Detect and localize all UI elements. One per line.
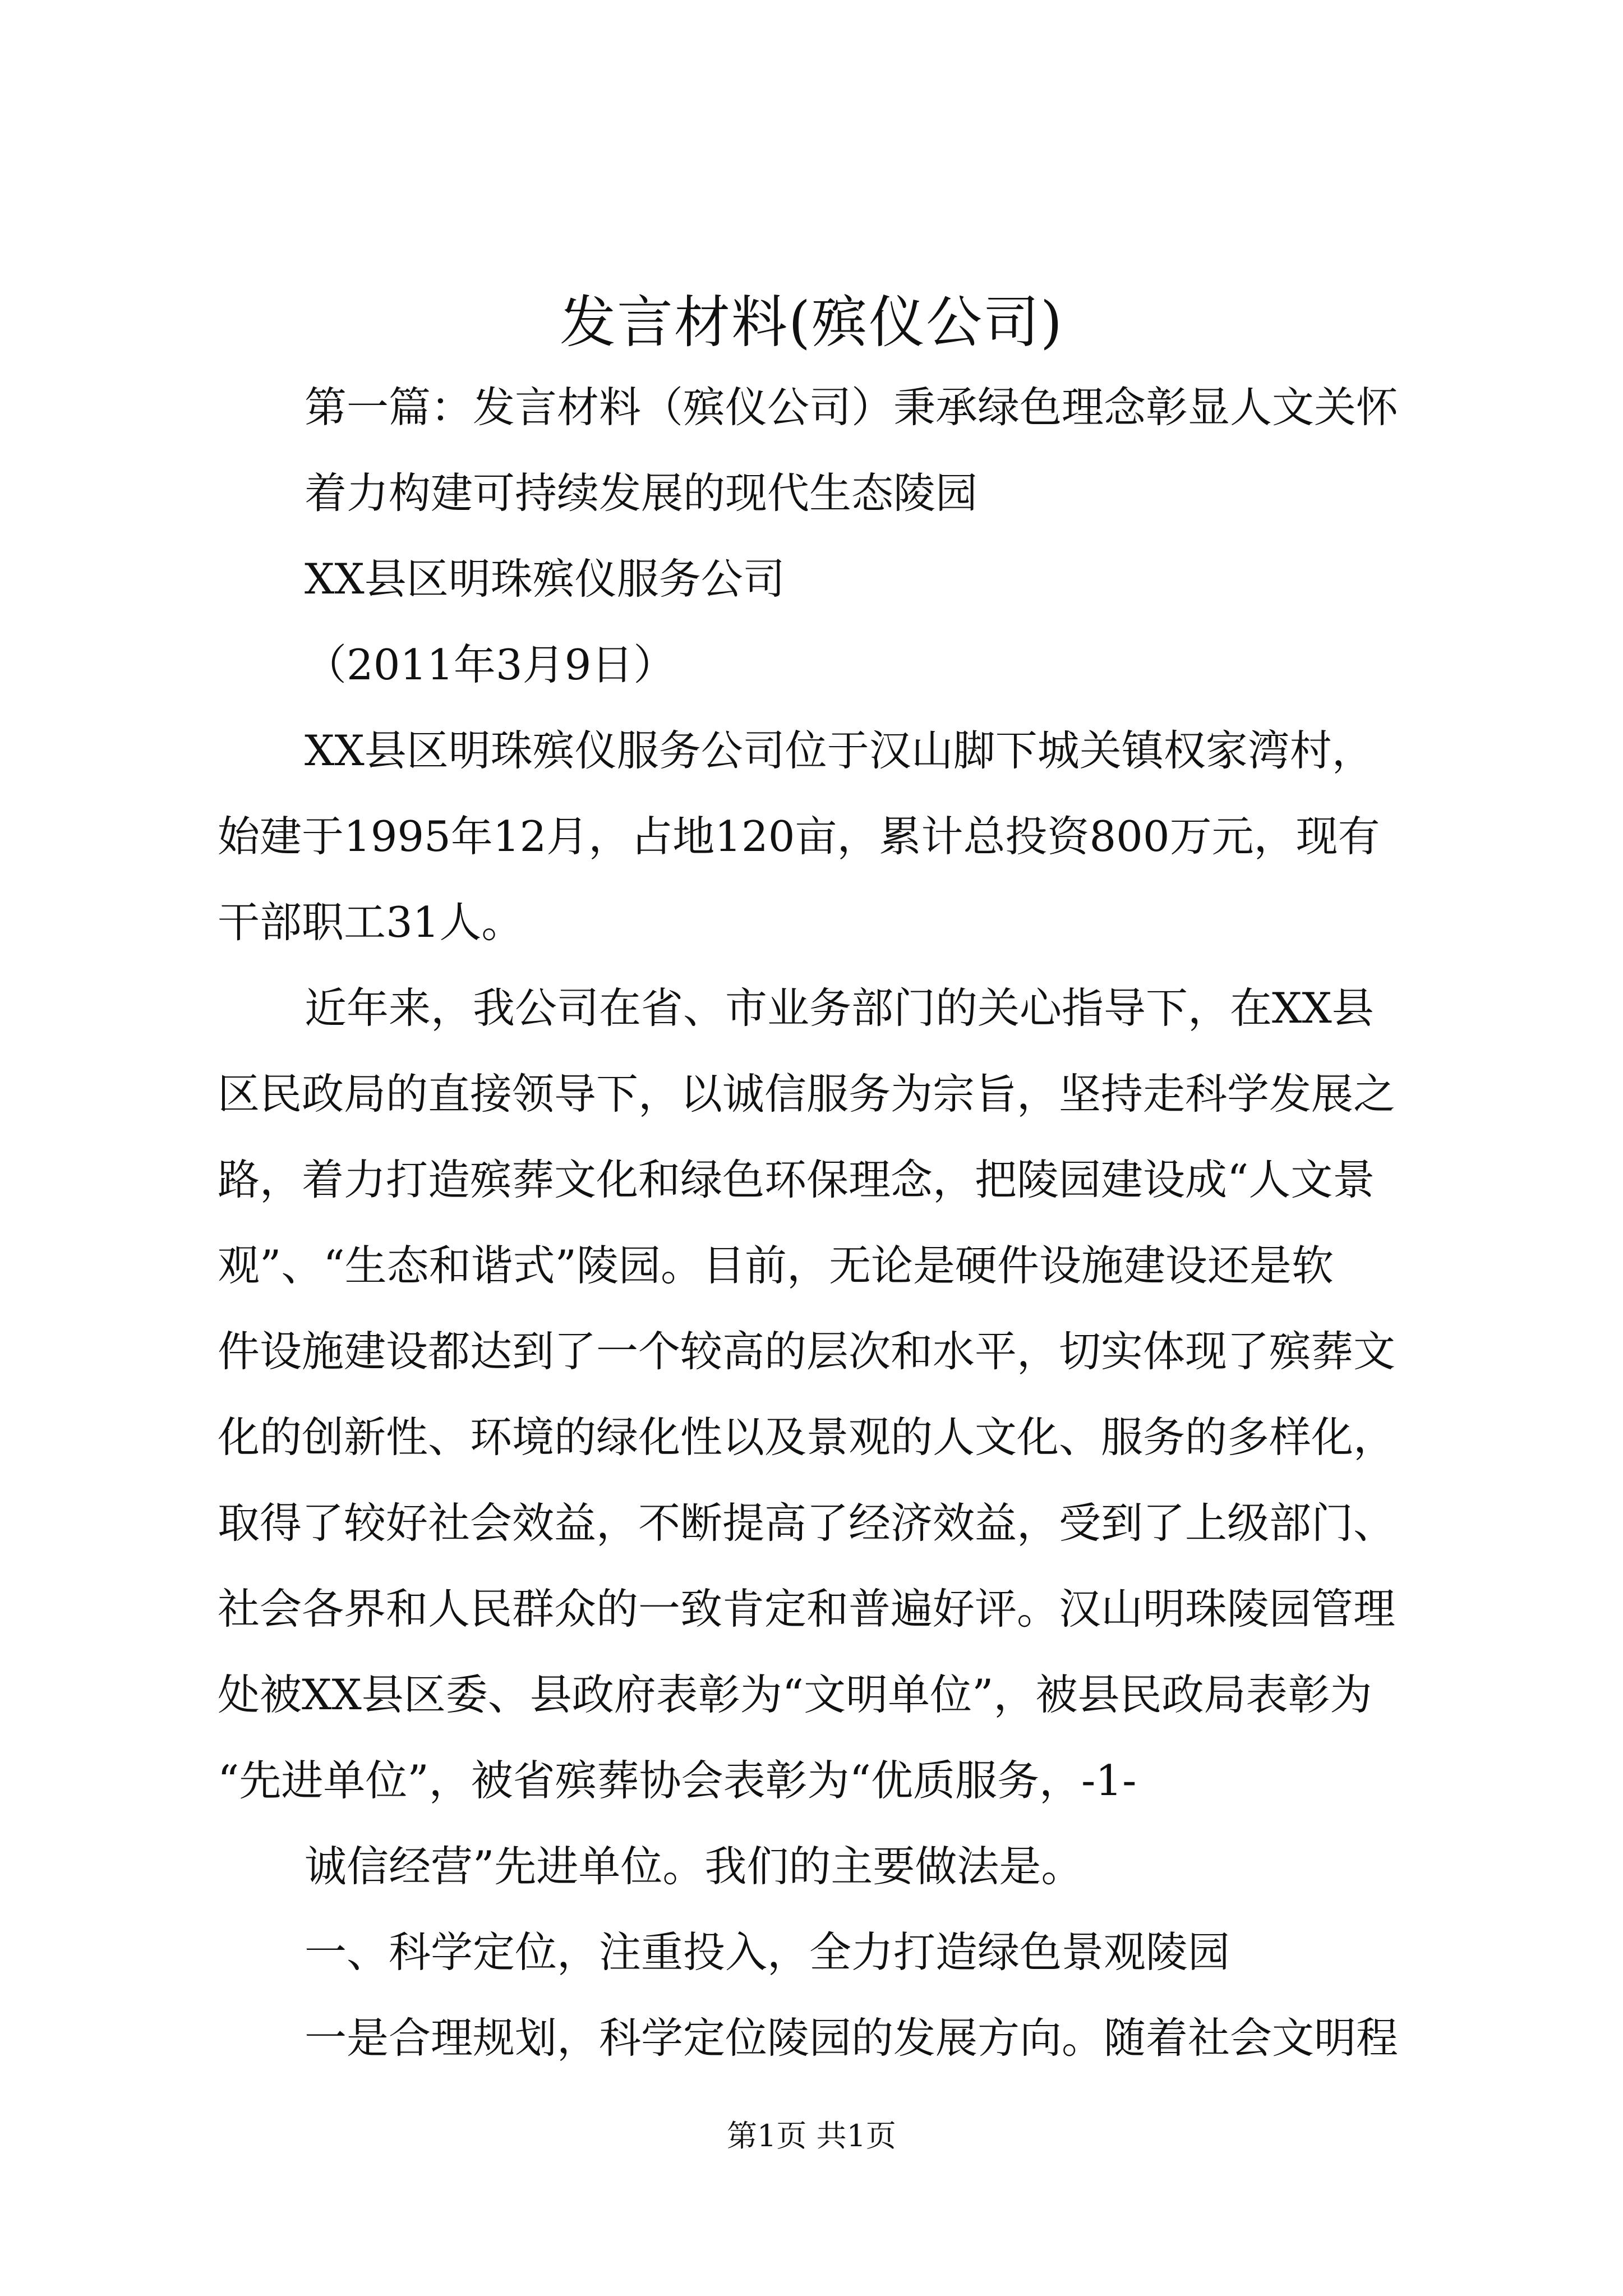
paragraph-line: 处被XX县区委、县政府表彰为“文明单位”，被县民政局表彰为 — [218, 1670, 1372, 1719]
organization-line: XX县区明珠殡仪服务公司 — [305, 554, 785, 604]
heading-line: 着力构建可持续发展的现代生态陵园 — [305, 468, 978, 518]
document-title: 发言材料(殡仪公司) — [559, 289, 1064, 355]
paragraph-line: 一是合理规划，科学定位陵园的发展方向。随着社会文明程 — [305, 2013, 1399, 2063]
date-line: （2011年3月9日） — [305, 640, 676, 689]
paragraph-line: “先进单位”，被省殡葬协会表彰为“优质服务，-1- — [218, 1756, 1137, 1805]
section-heading: 一、科学定位，注重投入，全力打造绿色景观陵园 — [305, 1927, 1230, 1977]
paragraph-line: 干部职工31人。 — [218, 898, 524, 947]
paragraph-line: 化的创新性、环境的绿化性以及景观的人文化、服务的多样化， — [218, 1412, 1396, 1462]
paragraph-line: 路，着力打造殡葬文化和绿色环保理念，把陵园建设成“人文景 — [218, 1155, 1375, 1204]
paragraph-line: 社会各界和人民群众的一致肯定和普遍好评。汉山明珠陵园管理 — [218, 1584, 1396, 1634]
paragraph-line: 件设施建设都达到了一个较高的层次和水平，切实体现了殡葬文 — [218, 1327, 1396, 1376]
heading-line: 第一篇：发言材料（殡仪公司）秉承绿色理念彰显人文关怀 — [305, 383, 1399, 432]
paragraph-line: 观”、“生态和谐式”陵园。目前，无论是硬件设施建设还是软 — [218, 1241, 1334, 1290]
paragraph-line: XX县区明珠殡仪服务公司位于汉山脚下城关镇权家湾村， — [305, 726, 1374, 775]
paragraph-line: 近年来，我公司在省、市业务部门的关心指导下，在XX县 — [305, 983, 1374, 1033]
paragraph-line: 诚信经营”先进单位。我们的主要做法是。 — [305, 1842, 1083, 1891]
paragraph-line: 取得了较好社会效益，不断提高了经济效益，受到了上级部门、 — [218, 1498, 1396, 1548]
page-footer: 第1页 共1页 — [727, 2118, 896, 2154]
document-body — [218, 365, 1423, 2081]
paragraph-line: 始建于1995年12月，占地120亩，累计总投资800万元，现有 — [218, 812, 1380, 861]
paragraph-line: 区民政局的直接领导下，以诚信服务为宗旨，坚持走科学发展之 — [218, 1069, 1396, 1119]
